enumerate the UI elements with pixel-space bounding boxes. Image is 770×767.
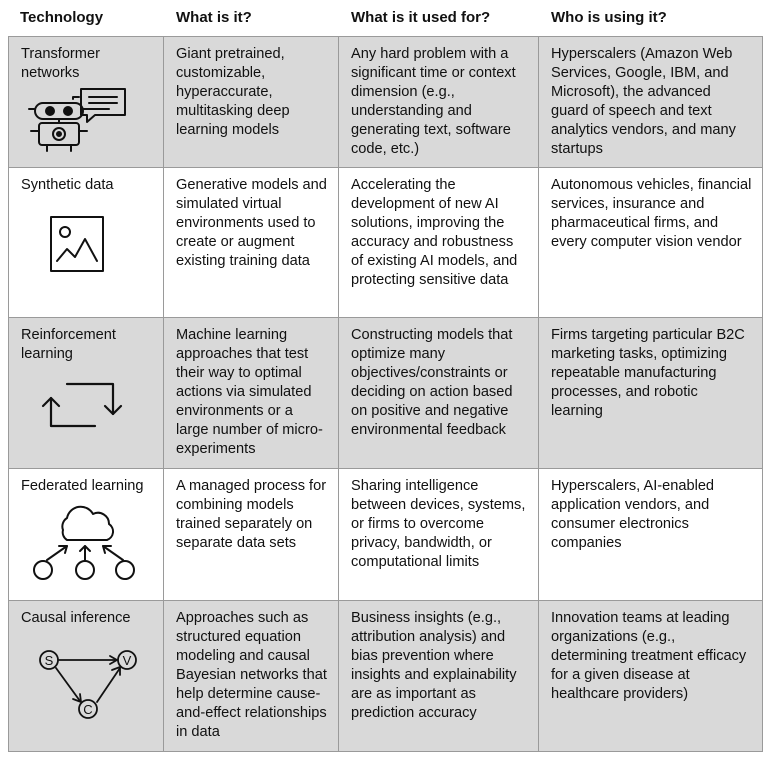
- header-who: Who is using it?: [551, 9, 667, 26]
- used-for-text: Business insights (e.g., attribution analysis) and bias prevention where insights and explainability are as important as prediction accuracy: [351, 610, 517, 721]
- used-for-cell: [339, 37, 539, 168]
- who-cell: [539, 601, 763, 752]
- used-for-text: Accelerating the development of new AI solutions, improving the accuracy and robustness of existing AI models, and protecting sensitive data: [351, 177, 518, 288]
- node-c-label: C: [83, 702, 93, 717]
- what-cell: [164, 37, 339, 168]
- table-row: [9, 318, 763, 469]
- used-for-cell: [339, 601, 539, 752]
- used-for-cell: [339, 168, 539, 318]
- technology-cell: [9, 318, 164, 469]
- technology-cell: [9, 601, 164, 752]
- technology-name: Synthetic data: [21, 177, 114, 193]
- technology-cell: [9, 168, 164, 318]
- what-cell: [164, 469, 339, 601]
- what-cell: [164, 601, 339, 752]
- technology-cell: [9, 37, 164, 168]
- used-for-text: Any hard problem with a significant time or context dimension (e.g., understanding and generating text, software code, etc.): [351, 46, 516, 157]
- technology-table: [8, 36, 763, 752]
- who-text: Firms targeting particular B2C marketing tasks, optimizing repeatable manufacturing processes, and robotic learning: [551, 327, 745, 419]
- header-technology: Technology: [20, 9, 104, 26]
- node-v-label: V: [122, 653, 132, 668]
- technology-name: Reinforcement learning: [21, 327, 116, 362]
- used-for-cell: [339, 469, 539, 601]
- technology-name: Federated learning: [21, 478, 144, 494]
- what-text: Approaches such as structured equation modeling and causal Bayesian networks that help determine cause-and-effect relationships in data: [176, 610, 327, 740]
- table-header: [0, 0, 770, 36]
- technology-name: Transformer networks: [21, 46, 100, 81]
- table-row: [9, 469, 763, 601]
- node-s-label: S: [44, 653, 54, 668]
- header-what: What is it?: [176, 9, 252, 26]
- what-cell: [164, 318, 339, 469]
- what-text: Generative models and simulated virtual environments used to create or augment existing training data: [176, 177, 327, 269]
- what-cell: [164, 168, 339, 318]
- table-row: [9, 168, 763, 318]
- table-row: [9, 37, 763, 168]
- used-for-cell: [339, 318, 539, 469]
- who-text: Hyperscalers, AI-enabled application vendors, and consumer electronics companies: [551, 478, 715, 551]
- who-text: Innovation teams at leading organizations (e.g., determining treatment efficacy for a given disease at healthcare providers): [551, 610, 747, 702]
- who-cell: [539, 469, 763, 601]
- cloud-nodes-icon: [21, 500, 141, 580]
- who-cell: [539, 168, 763, 318]
- table-row: [9, 601, 763, 752]
- who-cell: [539, 37, 763, 168]
- robot-chat-icon: [21, 87, 136, 153]
- used-for-text: Sharing intelligence between devices, systems, or firms to overcome privacy, bandwidth, or computational limits: [351, 478, 526, 570]
- technology-cell: [9, 469, 164, 601]
- what-text: A managed process for combining models trained separately on separate data sets: [176, 478, 327, 551]
- header-used-for: What is it used for?: [351, 9, 491, 26]
- technology-name: Causal inference: [21, 610, 131, 626]
- what-text: Machine learning approaches that test their way to optimal actions via simulated environments or a large number of micro-experiments: [176, 327, 323, 457]
- who-text: Autonomous vehicles, financial services, insurance and pharmaceutical firms, and every computer vision vendor: [551, 177, 752, 250]
- who-cell: [539, 318, 763, 469]
- what-text: Giant pretrained, customizable, hyperaccurate, multitasking deep learning models: [176, 46, 290, 138]
- used-for-text: Constructing models that optimize many objectives/constraints or deciding on action based on positive and negative environmental feedback: [351, 327, 513, 438]
- causal-graph-icon: [21, 632, 141, 732]
- who-text: Hyperscalers (Amazon Web Services, Google, IBM, and Microsoft), the advanced guard of speech and text analytics vendors, and many startups: [551, 46, 736, 157]
- image-icon: [21, 199, 131, 279]
- loop-arrows-icon: [21, 368, 131, 440]
